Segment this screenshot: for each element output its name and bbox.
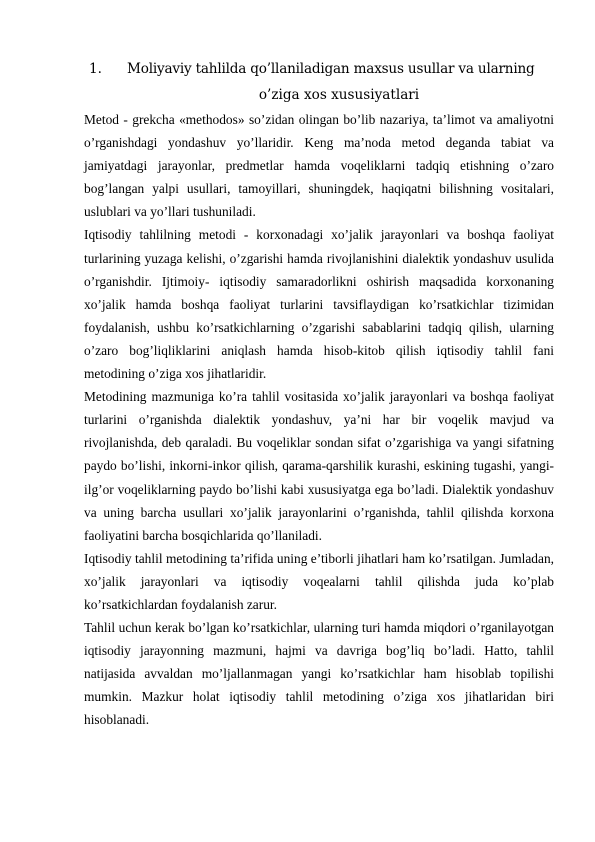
section-number: 1. (89, 61, 102, 77)
section-title-line-1: Moliyaviy tahlilda qo’llaniladigan maxsus usullar va ularning (127, 61, 535, 77)
document-body (84, 108, 554, 732)
paragraph-indicators-usage: Iqtisodiy tahlil metodining ta’rifida uning e’tiborli jihatlari ham ko’rsatilgan. Jumladan, xo’jalik jarayonlari va iqtisodiy voqealarni tahlil qilishda juda ko’plab ko’rsatkichlardan foydalanish zarur. (84, 550, 554, 612)
section-title-line-2: o’ziga xos xususiyatlari (258, 87, 420, 103)
paragraph-dialectic-approach: Metodining mazmuniga ko’ra tahlil vositasida xo’jalik jarayonlari va boshqa faoliyat turlarini o’rganishda dialektik yondashuv, ya’ni har bir voqelik mavjud va rivojlanishda, deb qaraladi. Bu voqeliklar sondan sifat o’zgarishiga va yangi sifatning paydo bo’lishi, inkorni-inkor qilish, qarama-qarshilik kurashi, eskining tugashi, yangi-ilg’or voqeliklarning paydo bo’lishi kabi xususiyatga ega bo’ladi. Dialektik yondashuv va uning barcha usullari xo’jalik jarayonlarini o’rganishda, tahlil qilishda korxona faoliyatini barcha bosqichlarida qo’llaniladi. (84, 389, 554, 543)
section-heading (84, 56, 554, 108)
paragraph-indicator-types: Tahlil uchun kerak bo’lgan ko’rsatkichlar, ularning turi hamda miqdori o’rganilayotgan iqtisodiy jarayonning mazmuni, hajmi va davriga bog’liq bo’ladi. Hatto, tahlil natijasida avvaldan mo’ljallanmagan yangi ko’rsatkichlar ham hisoblab topilishi mumkin. Mazkur holat iqtisodiy tahlil metodining o’ziga xos jihatlaridan biri hisoblanadi. (84, 620, 554, 728)
paragraph-metod-definition: Metod - grekcha «methodos» so’zidan olingan bo’lib nazariya, ta’limot va amaliyotni o’rganishdagi yondashuv yo’llaridir. Keng ma’noda metod deganda tabiat va jamiyatdagi jarayonlar, predmetlar hamda voqeliklarni tadqiq etishning o’zaro bog’langan yalpi usullari, tamoyillari, shuningdek, haqiqatni bilishning vositalari, uslublari va yo’llari tushuniladi. (84, 112, 554, 220)
section-heading-line-1 (84, 56, 554, 82)
paragraph-analysis-method: Iqtisodiy tahlilning metodi - korxonadagi xo’jalik jarayonlari va boshqa faoliyat turlarining yuzaga kelishi, o’zgarishi hamda rivojlanishini dialektik yondashuv usulida o’rganishdir. Ijtimoiy- iqtisodiy samaradorlikni oshirish maqsadida korxonaning xo’jalik hamda boshqa faoliyat turlarini tavsiflaydigan ko’rsatkichlar tizimidan foydalanish, ushbu ko’rsatkichlarning o’zgarishi sabablarini tadqiq qilish, ularning o’zaro bog’liqliklarini aniqlash hamda hisob-kitob qilish iqtisodiy tahlil fani metodining o’ziga xos jihatlaridir. (84, 227, 554, 382)
